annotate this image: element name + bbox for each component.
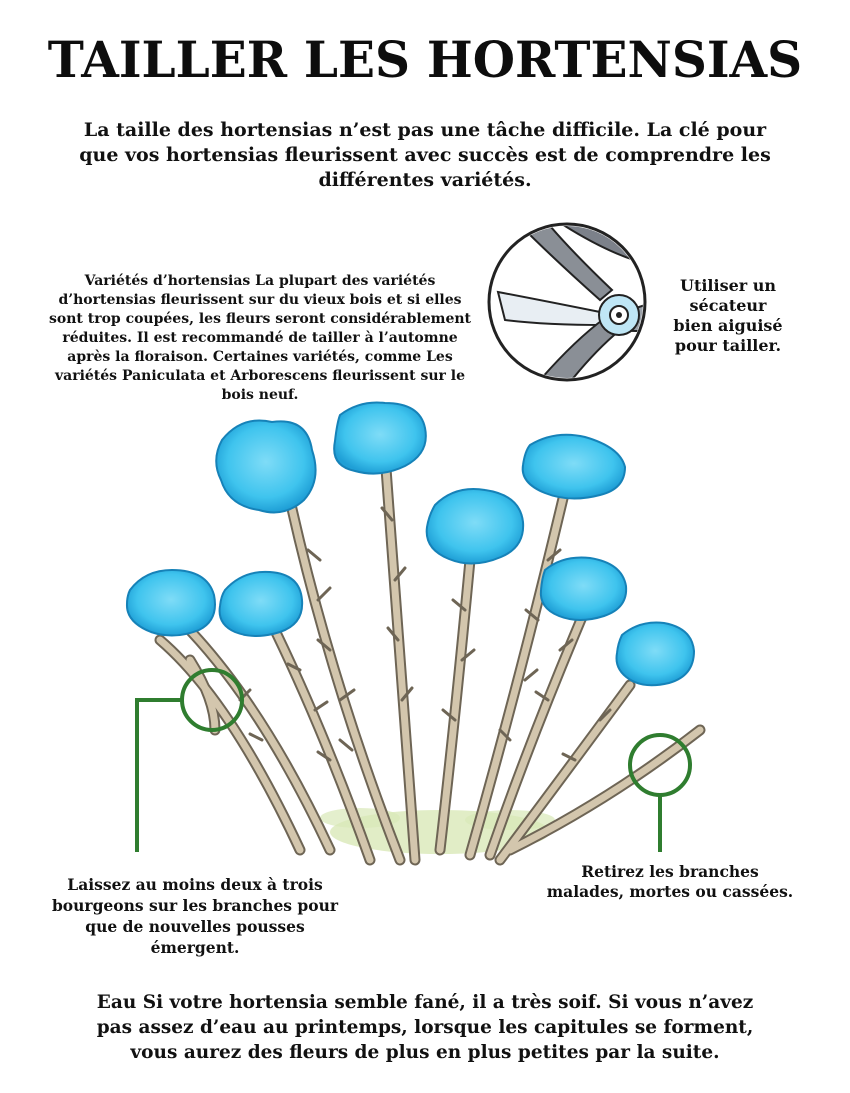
bloom (220, 572, 303, 636)
bloom (427, 489, 523, 564)
hydrangea-blooms (127, 403, 694, 686)
water-note: Eau Si votre hortensia semble fané, il a très soif. Si vous n’avez pas assez d’eau au printemps, lorsque les capitules se forment, vous aurez des fleurs de plus en plus petites par la suite. (96, 992, 754, 1063)
buds-note: Laissez au moins deux à trois bourgeons sur les branches pour que de nouvelles pousses émergent. (51, 875, 339, 957)
dead-branches-note: Retirez les branches malades, mortes ou cassées. (546, 862, 794, 901)
pruner-icon (489, 205, 665, 395)
page-title: TAILLER LES HORTENSIAS (47, 30, 803, 89)
varieties-text: Variétés d’hortensias La plupart des variétés d’hortensias fleurissent sur du vieux bois et si elles sont trop coupées, les fleurs seront considérablement réduites. Il est recommandé de tailler à l’automne après la floraison. Certaines variétés, comme Les variétés Paniculata et Arborescens fleurissent sur le bois neuf. (48, 273, 472, 403)
callout-buds (137, 670, 242, 852)
callout-dead-branches (630, 735, 690, 852)
pruner-note: Utiliser un sécateur bien aiguisé pour tailler. (673, 276, 783, 355)
bloom (617, 623, 695, 686)
intro-text: La taille des hortensias n’est pas une tâche difficile. La clé pour que vos hortensias fleurissent avec succès est de comprendre les différentes variétés. (79, 119, 771, 191)
bloom (127, 570, 215, 636)
bloom (541, 558, 626, 621)
bloom (523, 435, 625, 499)
bloom (334, 403, 426, 474)
bloom (216, 420, 315, 512)
